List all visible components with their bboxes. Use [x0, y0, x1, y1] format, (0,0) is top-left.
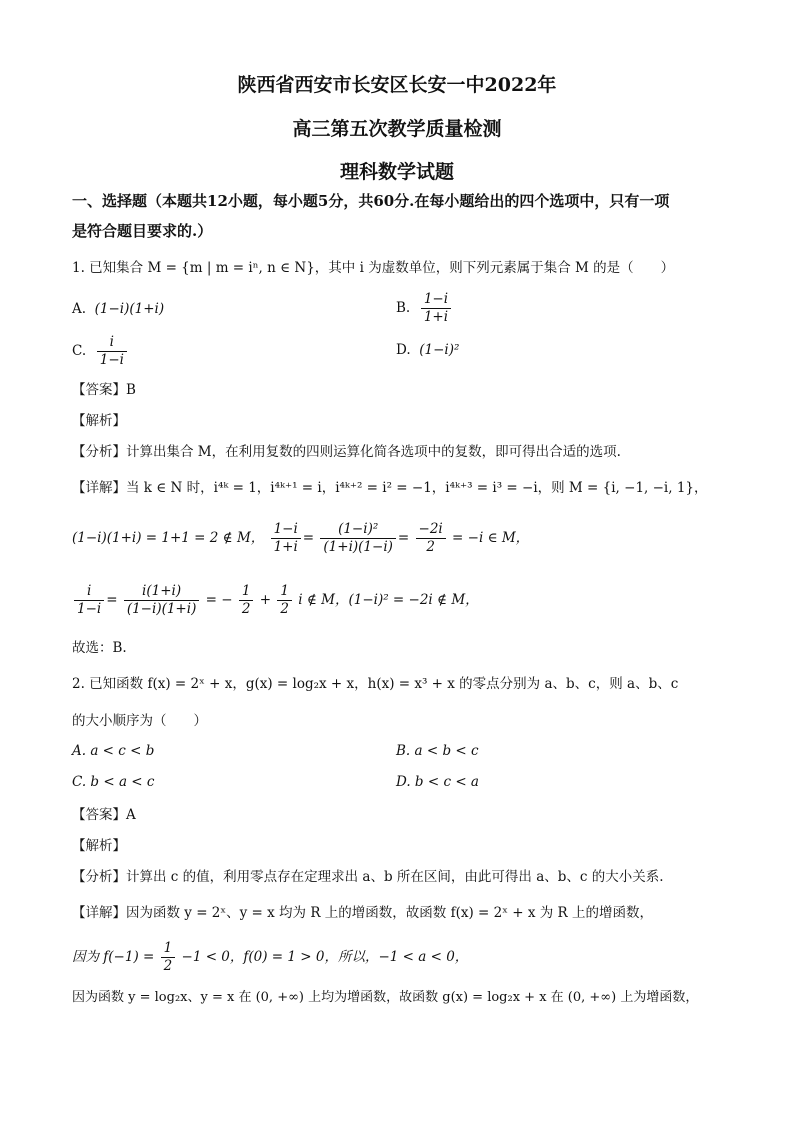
q1-xiangjie-2e: = −i ∈ M， [452, 530, 530, 546]
q1-xiangjie-3a-fraction [74, 583, 104, 618]
q1-xiangjie-2c-fraction [320, 521, 396, 556]
q1-xiangjie-3f-fraction [277, 583, 292, 618]
q1-answer: 【答案】B [72, 382, 136, 398]
q1-xiangjie-line-1: 【详解】当 k ∈ N 时，i⁴ᵏ = 1，i⁴ᵏ⁺¹ = i，i⁴ᵏ⁺² = i² = −1，i⁴ᵏ⁺³ = i³ = −i，则 M = {i, −1, −i, 1}， [72, 480, 708, 496]
q2-option-d: D. b < c < a [396, 774, 479, 790]
q2-xiangjie-2-fraction [161, 940, 176, 975]
q1-xiangjie-3b-den: (1−i)(1+i) [126, 601, 197, 617]
q1-option-d-expr: (1−i)² [419, 342, 460, 358]
q1-option-a-label: A. [72, 301, 87, 317]
q1-xiangjie-3b-num: i(1+i) [124, 583, 200, 601]
q2-option-b: B. a < b < c [396, 743, 479, 759]
q2-option-c: C. b < a < c [72, 774, 155, 790]
q1-fenxi: 【分析】计算出集合 M，在利用复数的四则运算化简各选项中的复数，即可得出合适的选项. [72, 444, 621, 460]
q1-xiangjie-2a: (1−i)(1+i) = 1+1 = 2 ∉ M， [72, 530, 265, 546]
q1-option-c-numerator: i [97, 334, 127, 352]
q1-xiangjie-2c-den: (1+i)(1−i) [323, 539, 393, 555]
q1-xiangjie-3f-num: 1 [277, 583, 292, 601]
q1-option-b-numerator: 1−i [421, 291, 451, 309]
q1-option-c-label: C. [72, 343, 87, 359]
q2-stem-line-2: 的大小顺序为（ ） [72, 713, 207, 729]
q1-xiangjie-3d-num: 1 [239, 583, 254, 601]
q2-xiangjie-2-num: 1 [161, 940, 176, 958]
q1-xiangjie-2d-num: −2i [416, 521, 446, 539]
q2-xiangjie-2-den: 2 [163, 958, 173, 974]
q1-xiangjie-2b-num: 1−i [271, 521, 301, 539]
q1-option-d [396, 342, 459, 358]
q2-answer: 【答案】A [72, 807, 136, 823]
q1-xiangjie-2c-num: (1−i)² [320, 521, 396, 539]
q1-option-c-denominator: 1−i [99, 352, 124, 368]
q2-xiangjie-2a: 因为 f(−1) = [72, 949, 155, 965]
q2-fenxi: 【分析】计算出 c 的值，利用零点存在定理求出 a、b 所在区间，由此可得出 a、b、c 的大小关系. [72, 869, 664, 885]
q1-stem: 1. 已知集合 M = {m | m = iⁿ, n ∈ N}，其中 i 为虚数单位，则下列元素属于集合 M 的是（ ） [72, 260, 675, 276]
q2-option-a: A. a < c < b [72, 743, 155, 759]
q2-xiangjie-line-1: 【详解】因为函数 y = 2ˣ、y = x 均为 R 上的增函数，故函数 f(x) = 2ˣ + x 为 R 上的增函数， [72, 905, 653, 921]
section-heading-line-2: 是符合题目要求的.） [72, 222, 213, 240]
q1-option-c-fraction [97, 334, 127, 369]
q1-option-b [396, 291, 453, 326]
q1-option-a [72, 301, 164, 317]
q1-xiangjie-3f-den: 2 [280, 601, 289, 617]
q2-stem-line-1: 2. 已知函数 f(x) = 2ˣ + x，g(x) = log₂x + x，h(x) = x³ + x 的零点分别为 a、b、c，则 a、b、c [72, 676, 679, 692]
q2-xiangjie-line-3: 因为函数 y = log₂x、y = x 在 (0, +∞) 上均为增函数，故函数 g(x) = log₂x + x 在 (0, +∞) 上为增函数， [72, 990, 699, 1005]
q1-option-b-label: B. [396, 300, 411, 316]
q1-xiangjie-line-3: $\frac{i}{1-i}$ = $\frac{i(1+i)}{(1-i)(1+i)}$ = − $\frac{1}{2}$ + $\frac{1}{2}$ i ∉ M，(1−i)² = −2i ∉ M， [72, 583, 479, 618]
q2-xiangjie-line-2 [72, 940, 468, 975]
q1-option-a-expr: (1−i)(1+i) [94, 301, 165, 317]
q1-option-c [72, 334, 129, 369]
q1-xiangjie-3d-den: 2 [241, 601, 251, 617]
q1-xiangjie-line-2: (1−i)(1+i) = 1+1 = 2 ∉ M， $\frac{1-i}{1+i}$ = $\frac{\text{(1−i)²}}{(1+i)(1-i)}$ = $\frac{-2i}{2}$ = −i ∈ M， [72, 521, 530, 555]
q1-xiangjie-3d-fraction [239, 583, 254, 618]
q1-option-d-label: D. [396, 342, 411, 358]
q1-xiangjie-3a-num: i [74, 583, 104, 601]
q1-xiangjie-2b-den: 1+i [273, 539, 298, 555]
page-title-line-2: 高三第五次教学质量检测 [292, 118, 502, 140]
q1-xiangjie-3c: = − [205, 592, 233, 608]
q2-xiangjie-2b: −1 < 0，f(0) = 1 > 0，所以，−1 < a < 0， [181, 949, 469, 965]
q1-xiangjie-3g: i ∉ M，(1−i)² = −2i ∉ M， [298, 592, 479, 608]
q1-xiangjie-3a-den: 1−i [77, 601, 102, 617]
q2-analysis-label: 【解析】 [72, 838, 126, 854]
section-heading-line-1: 一、选择题（本题共12小题，每小题5分，共60分.在每小题给出的四个选项中，只有一项 [72, 192, 670, 210]
q1-xiangjie-2d-fraction [416, 521, 446, 556]
page-title-line-3: 理科数学试题 [339, 161, 454, 183]
q1-option-b-fraction [421, 291, 451, 326]
page-title-line-1: 陕西省西安市长安区长安一中2022年 [237, 74, 557, 96]
q1-xiangjie-2d-den: 2 [426, 539, 435, 555]
q1-xiangjie-2b-fraction [271, 521, 301, 556]
q1-xiangjie-3e: + [259, 592, 272, 608]
q1-option-b-denominator: 1+i [423, 309, 449, 325]
q1-choose: 故选：B. [72, 640, 127, 656]
q1-xiangjie-3b-fraction [124, 583, 200, 618]
q1-analysis-label: 【解析】 [72, 413, 126, 429]
